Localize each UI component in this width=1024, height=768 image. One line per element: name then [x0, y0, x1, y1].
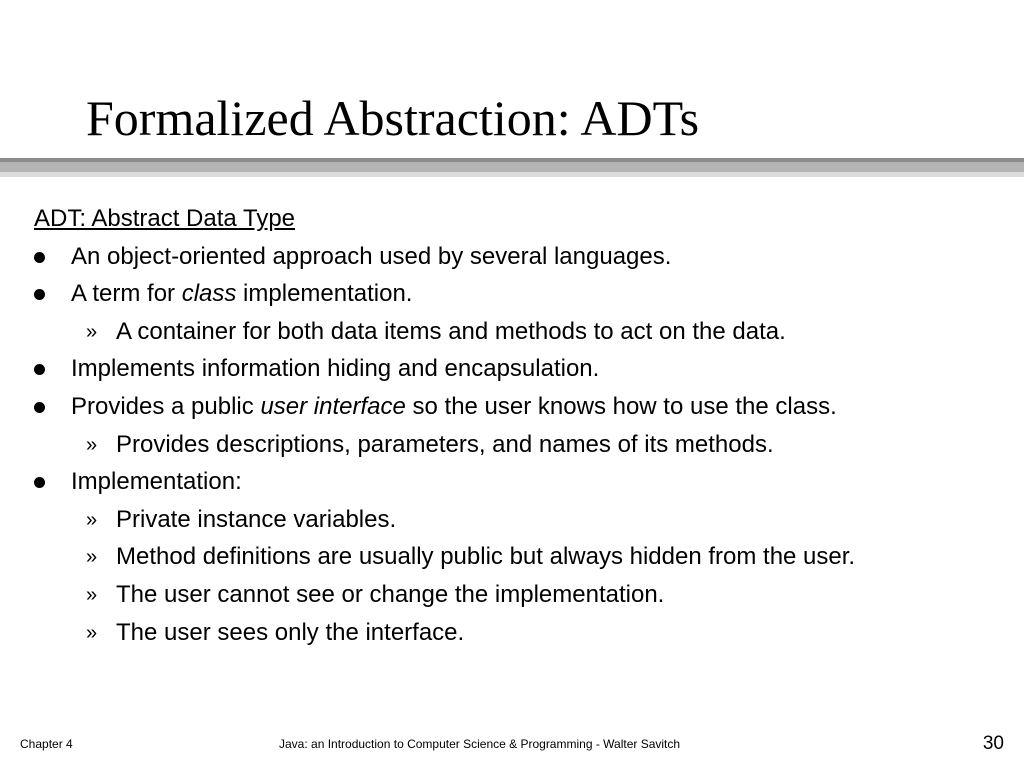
bullet-item — [71, 354, 599, 384]
bullet-marker-icon — [34, 364, 45, 375]
sub-bullet-item: The user sees only the interface. — [116, 618, 465, 646]
bullet-item — [71, 242, 671, 272]
sub-bullet-marker-icon: » — [86, 320, 98, 343]
sub-bullet-marker-icon: » — [86, 621, 98, 644]
footer-chapter: Chapter 4 — [20, 737, 73, 751]
sub-bullet-marker-icon: » — [86, 546, 98, 569]
title-divider-band-mid — [0, 162, 1024, 172]
footer-page-number: 30 — [982, 733, 1004, 754]
bullet-text-part: so the user knows how to use the class. — [405, 393, 837, 420]
slide-title: Formalized Abstraction: ADTs — [86, 90, 700, 146]
sub-bullet-item: A container for both data items and methods to act on the data. — [116, 317, 786, 345]
sub-bullet-marker-icon: » — [86, 433, 98, 456]
bullet-item — [71, 467, 242, 497]
bullet-text-part: implementation. — [236, 280, 413, 308]
sub-bullet-item: Provides descriptions, parameters, and names of its methods. — [116, 430, 774, 458]
sub-bullet-marker-icon: » — [86, 584, 98, 606]
bullet-marker-icon — [34, 289, 45, 300]
bullet-marker-icon — [34, 402, 45, 413]
sub-bullet-item: Method definitions are usually public but always hidden from the user. — [116, 543, 856, 571]
bullet-marker-icon — [34, 252, 45, 263]
title-divider-band-bottom — [0, 172, 1024, 177]
bullet-item — [71, 279, 412, 309]
bullet-text-part: Provides a public — [71, 393, 261, 420]
sub-bullet-item: The user cannot see or change the implementation. — [116, 581, 665, 608]
bullet-text-part: An object-oriented approach used by several languages. — [71, 242, 672, 270]
bullet-text-part: Implements information hiding and encapsulation. — [71, 355, 600, 383]
bullet-emphasis: class — [181, 280, 237, 308]
bullet-marker-icon — [34, 477, 45, 488]
bullet-text-part: Implementation: — [71, 468, 242, 496]
footer-book-credit: Java: an Introduction to Computer Science & Programming - Walter Savitch — [279, 737, 681, 751]
bullet-emphasis: user interface — [260, 393, 406, 420]
sub-bullet-marker-icon: » — [86, 508, 98, 531]
title-divider — [0, 158, 1024, 180]
section-heading: ADT: Abstract Data Type — [34, 205, 296, 232]
bullet-item — [71, 392, 837, 422]
sub-bullet-item: Private instance variables. — [116, 505, 397, 533]
bullet-text-part: A term for — [71, 280, 182, 308]
